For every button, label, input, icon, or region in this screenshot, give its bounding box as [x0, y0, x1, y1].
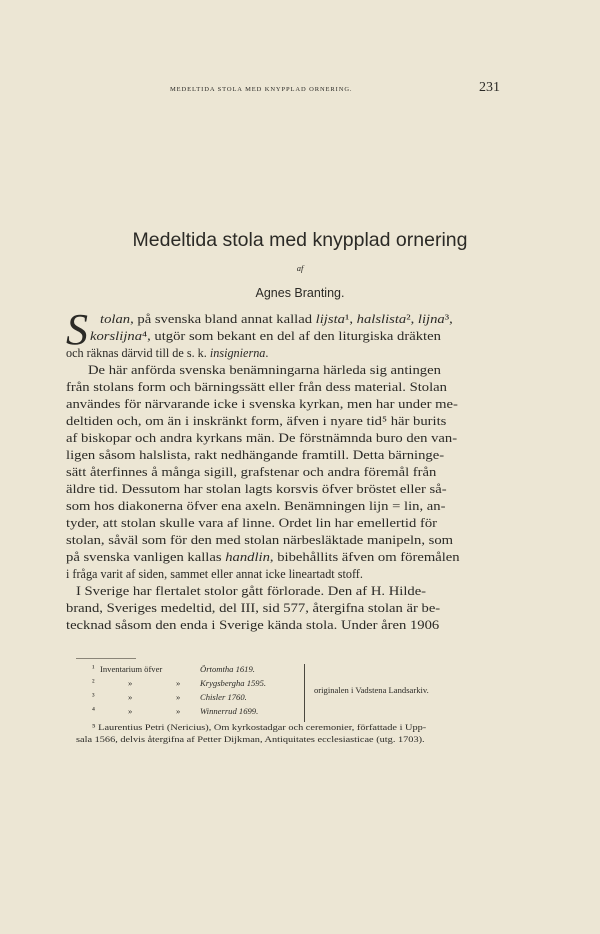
body-text-run: brand, Sveriges medeltid, del III, sid 577, återgifna stolan är be- — [66, 601, 441, 615]
byline: af — [296, 263, 304, 273]
body-text-run: som hos diakonerna öfver ena axeln. Benämningen lijn = lin, an- — [66, 499, 446, 513]
body-text-run: , på svenska bland annat kallad — [130, 312, 316, 326]
page-number: 231 — [479, 80, 500, 95]
body-text-run: sätt återfinnes å många sigill, grafstenar och andra föremål från — [66, 465, 437, 479]
body-line — [66, 550, 460, 564]
body-line — [90, 329, 441, 343]
footnote-2-source: Krygsbergha 1595. — [200, 678, 267, 688]
body-line — [76, 584, 426, 598]
author-name: Agnes Branting. — [255, 286, 345, 300]
footnote-5-line-1: ⁵ Laurentius Petri (Nericius), Om kyrkostadgar och ceremonier, författade i Upp- — [92, 722, 427, 732]
body-line — [66, 567, 363, 581]
body-line — [66, 601, 440, 615]
italic-term: handlin — [225, 550, 270, 564]
footnote-3-ditto-2: » — [176, 692, 181, 702]
body-text-run: ligen såsom halslista, rakt nedhängande framtill. Detta bärninge- — [66, 448, 445, 462]
italic-term: tolan — [100, 312, 131, 326]
body-line — [66, 397, 458, 411]
footnote-3-ditto-1: » — [128, 692, 133, 702]
body-line — [66, 499, 445, 513]
footnote-rule — [76, 658, 136, 659]
body-text-run: och räknas därvid till de s. k. — [66, 346, 210, 360]
body-line — [66, 533, 453, 547]
article-title: Medeltida stola med knypplad ornering — [132, 229, 468, 251]
body-text-run: från stolans form och bärningssätt eller från dess material. Stolan — [66, 380, 447, 394]
footnote-brace — [304, 664, 310, 722]
italic-term: halslista — [356, 312, 407, 326]
footnote-3-source: Chisler 1760. — [200, 692, 247, 702]
body-text-run: ³, — [444, 312, 453, 326]
body-text-run: . — [265, 346, 269, 360]
footnote-1-source: Örtomtha 1619. — [200, 664, 255, 674]
footnote-1-mark: ¹ — [92, 663, 95, 673]
body-text-run: äldre tid. Dessutom har stolan lagts korsvis öfver bröstet eller så- — [66, 482, 447, 496]
body-line — [66, 346, 268, 360]
body-line — [66, 482, 447, 496]
body-text-run: af biskopar och andra kyrkans män. De förstnämnda buro den van- — [66, 431, 458, 445]
footnote-5-line-2: sala 1566, delvis återgifna af Petter Dijkman, Antiquitates ecclesiasticae (utg. 1703). — [76, 734, 425, 744]
body-line — [66, 448, 444, 462]
body-line — [66, 414, 446, 428]
body-text-run: ², — [406, 312, 418, 326]
drop-cap: S — [66, 305, 88, 354]
body-text-run: på svenska vanligen kallas — [66, 550, 226, 564]
body-line — [100, 312, 453, 326]
body-text-run: deltiden och, om än i inskränkt form, äfven i nyare tid⁵ här burits — [66, 414, 447, 428]
footnote-2-ditto-1: » — [128, 678, 133, 688]
body-text-run: I Sverige har flertalet stolor gått förlorade. Den af H. Hilde- — [76, 584, 427, 598]
body-text-run: De här anförda svenska benämningarna härleda sig antingen — [88, 363, 441, 377]
body-line — [66, 516, 437, 530]
body-line — [88, 363, 441, 377]
footnote-2-mark: ² — [92, 677, 95, 687]
footnote-brace-note: originalen i Vadstena Landsarkiv. — [314, 685, 429, 695]
body-text-run: stolan, såväl som för den med stolan närbesläktade manipeln, som — [66, 533, 454, 547]
footnote-4-ditto-1: » — [128, 706, 133, 716]
body-text-run: ⁴, utgör som bekant en del af den liturgiska dräkten — [142, 329, 441, 343]
running-header: MEDELTIDA STOLA MED KNYPPLAD ORNERING. — [170, 86, 353, 93]
italic-term: korslijna — [90, 329, 143, 343]
italic-term: insignierna — [209, 346, 266, 360]
footnote-4-ditto-2: » — [176, 706, 181, 716]
body-line — [66, 431, 457, 445]
body-text-run: tecknad såsom den enda i Sverige kända stola. Under åren 1906 — [66, 618, 440, 632]
body-line — [66, 465, 436, 479]
body-text-run: användes för närvarande icke i svenska kyrkan, men har under me- — [66, 397, 458, 411]
footnote-1-label: Inventarium öfver — [100, 664, 163, 674]
italic-term: lijna — [417, 312, 445, 326]
footnote-3-mark: ³ — [92, 691, 95, 701]
body-text-run: i fråga varit af siden, sammet eller annat icke lineartadt stoff. — [66, 567, 363, 581]
body-line — [66, 380, 447, 394]
body-text-run: ¹, — [344, 312, 357, 326]
footnote-4-source: Winnerrud 1699. — [200, 706, 259, 716]
italic-term: lijsta — [315, 312, 345, 326]
body-line — [66, 618, 439, 632]
footnote-4-mark: ⁴ — [92, 705, 95, 715]
body-text-run: tyder, att stolan skulle vara af linne. Ordet lin har emellertid för — [66, 516, 438, 530]
footnote-2-ditto-2: » — [176, 678, 181, 688]
body-text-run: , bibehållits äfven om föremålen — [269, 550, 460, 564]
